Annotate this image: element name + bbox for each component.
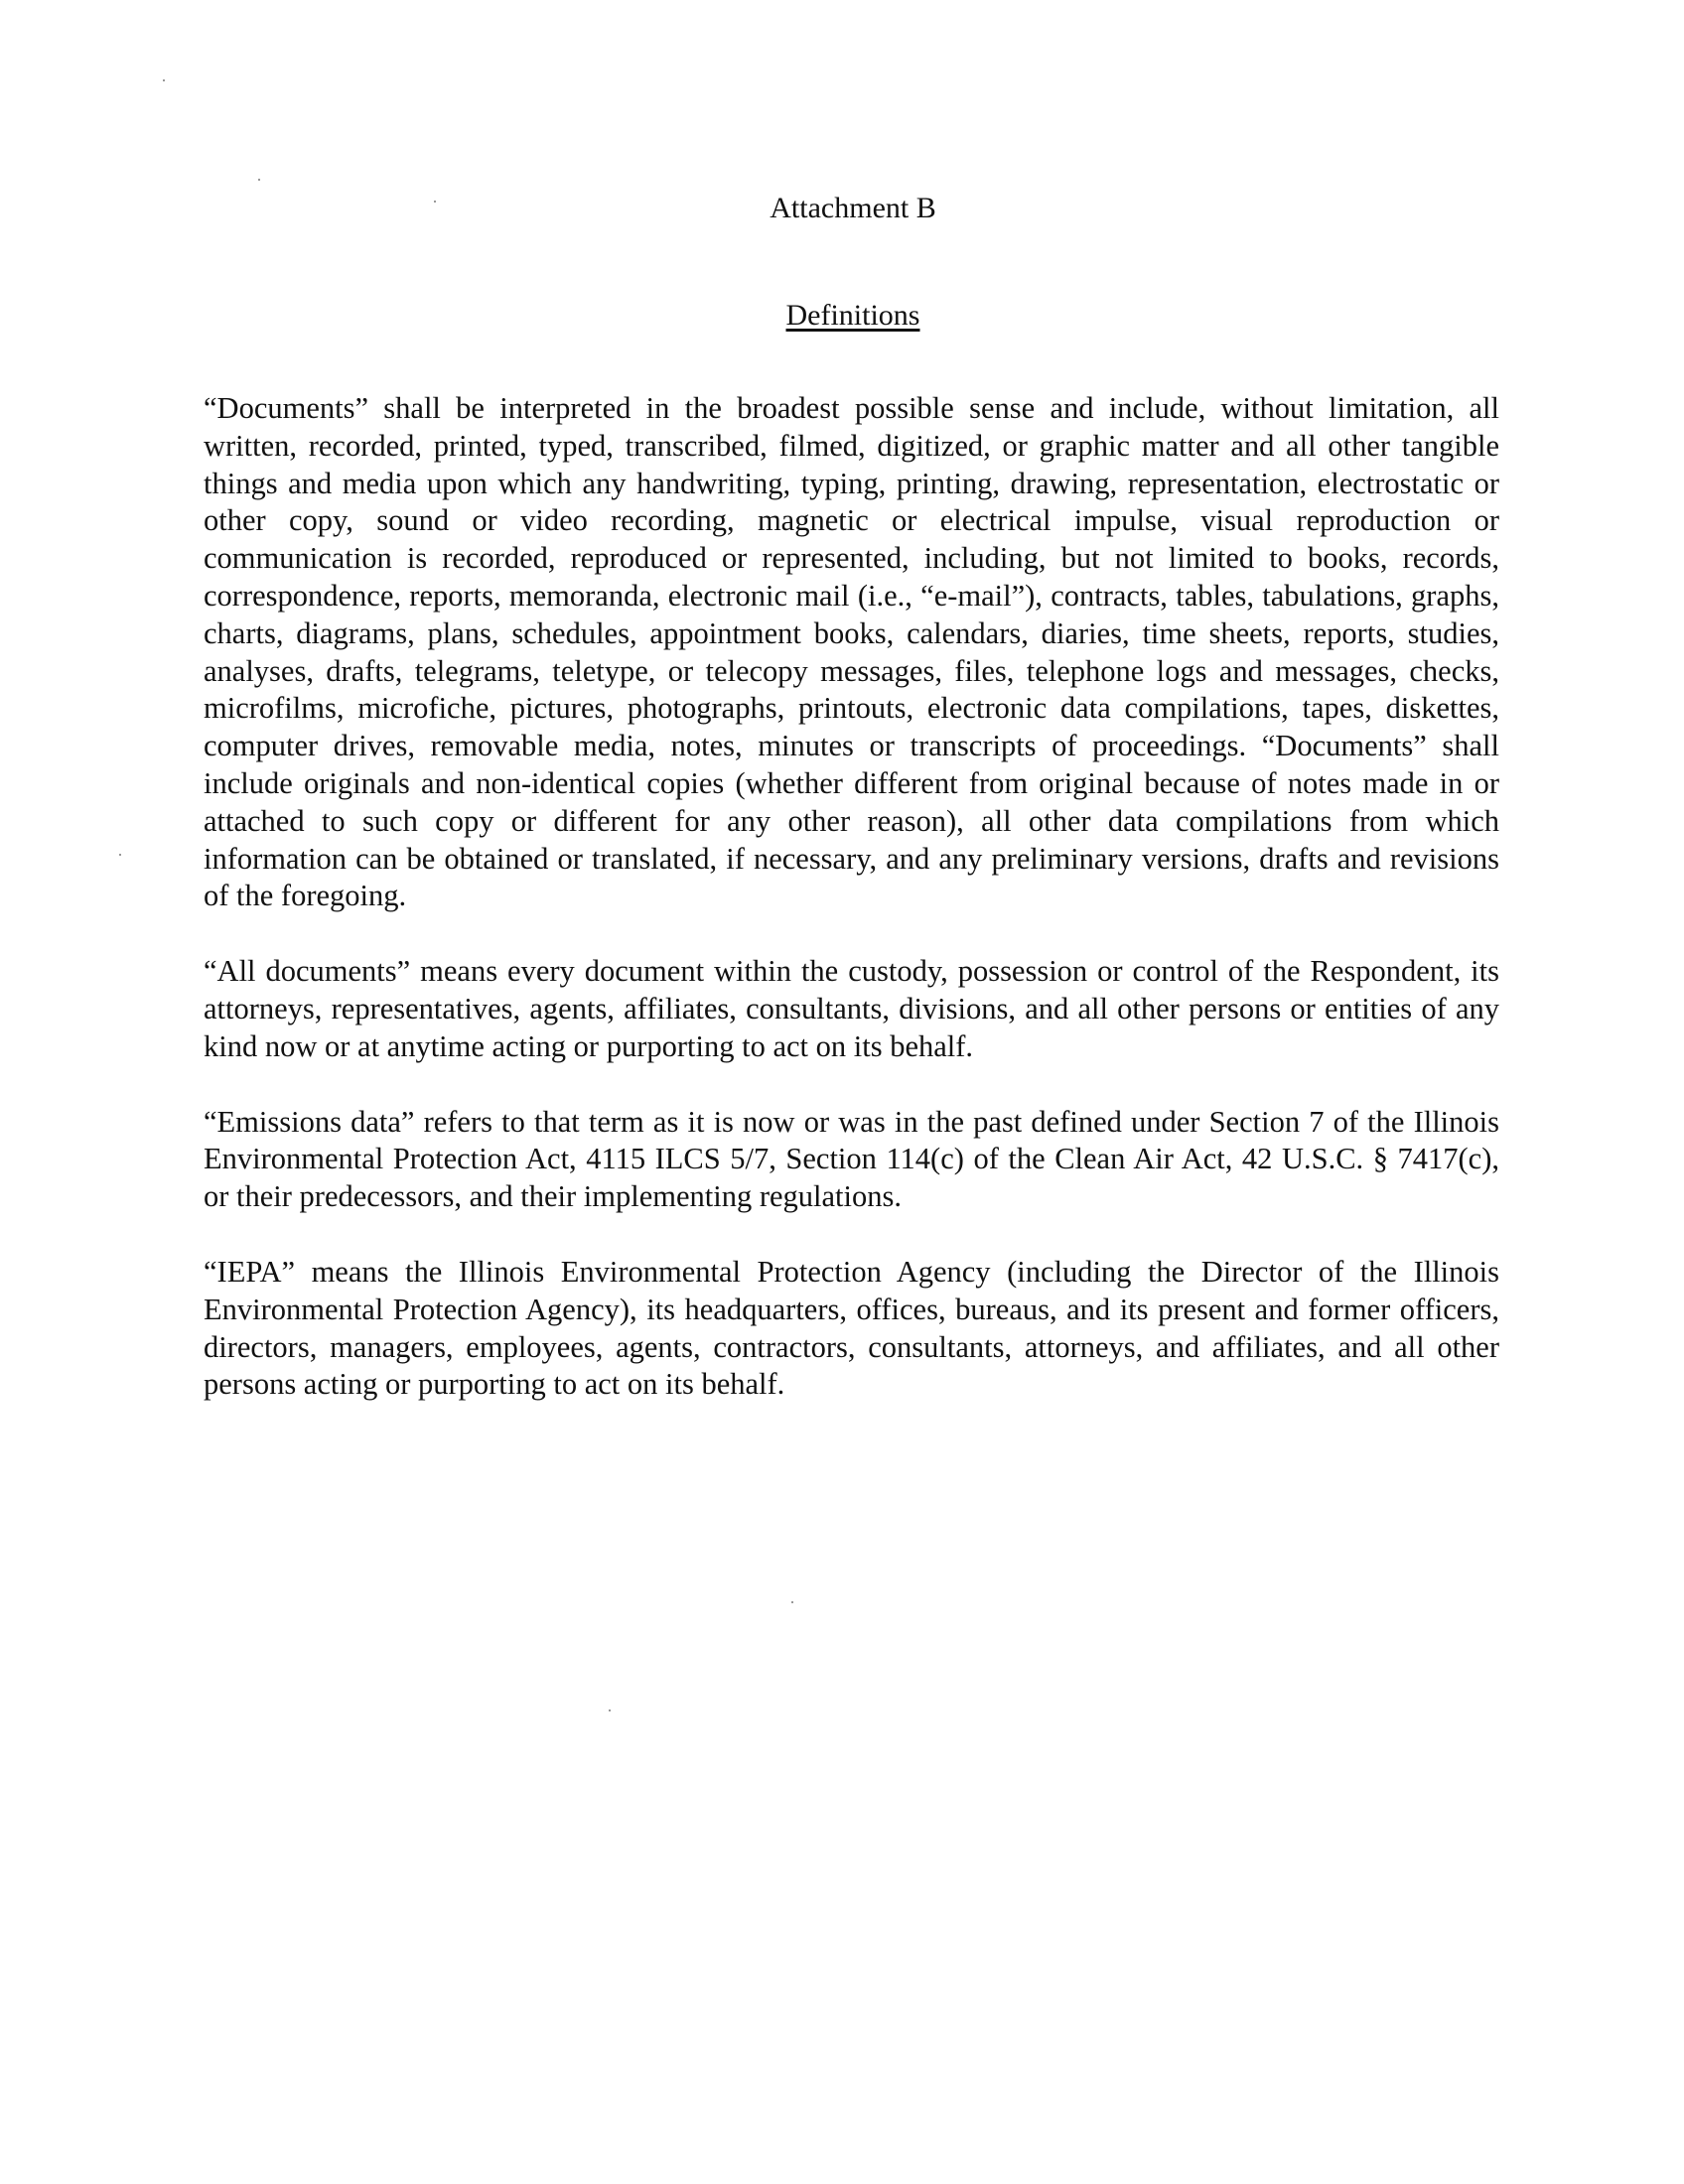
definitions-body (204, 390, 1499, 1441)
definition-iepa: “IEPA” means the Illinois Environmental Protection Agency (including the Director of the Illinois Environmental Protection Agency), its headquarters, offices, bureaus, and its present and former officers, directors, managers, employees, agents, contractors, consultants, attorneys, and affiliates, and all other persons acting or purporting to act on its behalf. (204, 1254, 1499, 1402)
scan-speck (163, 79, 165, 81)
scan-speck (609, 1709, 611, 1711)
scan-speck (258, 179, 260, 181)
section-heading (0, 296, 1684, 336)
definition-all-documents: “All documents” means every document within the custody, possession or control of the Respondent, its attorneys, representatives, agents, affiliates, consultants, divisions, and all other persons or entities of any kind now or at anytime acting or purporting to act on its behalf. (204, 954, 1499, 1063)
scan-speck (791, 1601, 793, 1603)
definition-emissions-data: “Emissions data” refers to that term as it is now or was in the past defined under Section 7 of the Illinois Environmental Protection Act, 4115 ILCS 5/7, Section 114(c) of the Clean Air Act, 42 U.S.C. § 7417(c), or their predecessors, and their implementing regulations. (204, 1104, 1499, 1214)
definition-documents: “Documents” shall be interpreted in the broadest possible sense and include, without limitation, all written, recorded, printed, typed, transcribed, filmed, digitized, or graphic matter and all other tangible things and media upon which any handwriting, typing, printing, drawing, representation, electrostatic or other copy, sound or video recording, magnetic or electrical impulse, visual reproduction or communication is recorded, reproduced or represented, including, but not limited to books, records, correspondence, reports, memoranda, electronic mail (i.e., “e-mail”), contracts, tables, tabulations, graphs, charts, diagrams, plans, schedules, appointment books, calendars, diaries, time sheets, reports, studies, analyses, drafts, telegrams, teletype, or telecopy messages, files, telephone logs and messages, checks, microfilms, microfiche, pictures, photographs, printouts, electronic data compilations, tapes, diskettes, computer drives, removable media, notes, minutes or transcripts of proceedings. “Documents” shall include originals and non-identical copies (whether different from original because of notes made in or attached to such copy or different for any other reason), all other data compilations from which information can be obtained or translated, if necessary, and any preliminary versions, drafts and revisions of the foregoing. (204, 391, 1499, 913)
scan-speck (119, 854, 121, 856)
attachment-title: Attachment B (770, 192, 936, 224)
section-heading-text: Definitions (785, 299, 920, 332)
